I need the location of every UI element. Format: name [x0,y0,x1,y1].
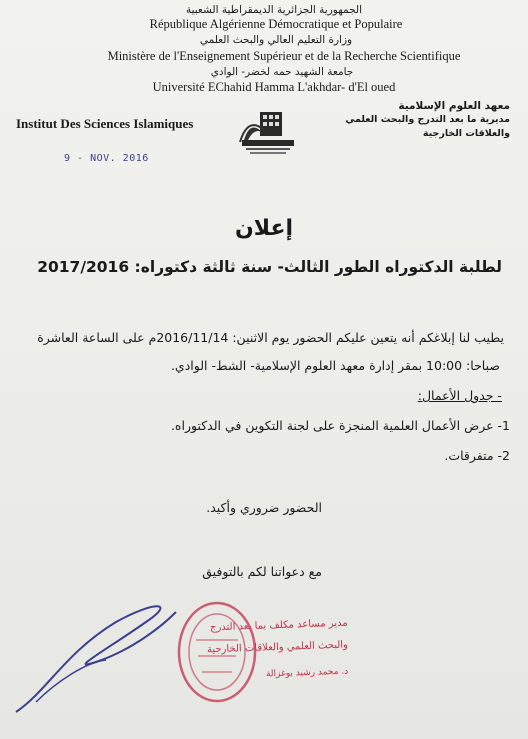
signatory-name: د. محمد رشيد بوغزالة [265,666,349,680]
signatory-title-line1: مدير مساعد مكلف بما بعد التدرج [210,617,349,634]
announcement-title: إعلان [234,216,294,241]
university-french: Université EChahid Hamma L'akhdar- d'El oued [152,80,396,94]
handwritten-signature-icon [6,592,186,722]
institute-name-arabic: معهد العلوم الإسلامية [398,100,510,112]
department-arabic-line2: والعلاقات الخارجية [422,128,510,139]
signatory-title-line2: والبحث العلمي والعلاقات الخارجية [206,639,349,656]
institute-name-french: Institut Des Sciences Islamiques [16,116,194,131]
announcement-subtitle: لطلبة الدكتوراه الطور الثالث- سنة ثالثة دكتوراه: 2017/2016 [37,258,502,276]
date-stamp: 9 - NOV. 2016 [64,153,149,164]
university-logo-icon [238,106,298,158]
announcement-body-line1: يطيب لنا إبلاغكم أنه يتعين عليكم الحضور يوم الاثنين: 2016/11/14م على الساعة العاشرة [37,330,504,345]
ministry-french: Ministère de l'Enseignement Supérieur et de la Recherche Scientifique [107,49,461,63]
agenda-heading: - جدول الأعمال: [417,388,502,403]
closing-wishes: مع دعواتنا لكم بالتوفيق [202,564,322,579]
agenda-item-2: 2- متفرقات. [444,448,510,463]
university-arabic: جامعة الشهيد حمه لخضر- الوادي [210,66,354,78]
department-arabic-line1: مديرية ما بعد التدرج والبحث العلمي [345,114,510,125]
attendance-note: الحضور ضروري وأكيد. [206,500,322,515]
ministry-arabic: وزارة التعليم العالي والبحث العلمي [199,34,353,46]
announcement-body-line2: صباحا: 10:00 بمقر إدارة معهد العلوم الإسلامية- الشط- الوادي. [170,358,500,373]
republic-arabic: الجمهورية الجزائرية الديمقراطية الشعبية [185,4,363,16]
agenda-item-1: 1- عرض الأعمال العلمية المنجزة على لجنة التكوين في الدكتوراه. [170,418,510,433]
republic-french: République Algérienne Démocratique et Populaire [149,17,403,31]
